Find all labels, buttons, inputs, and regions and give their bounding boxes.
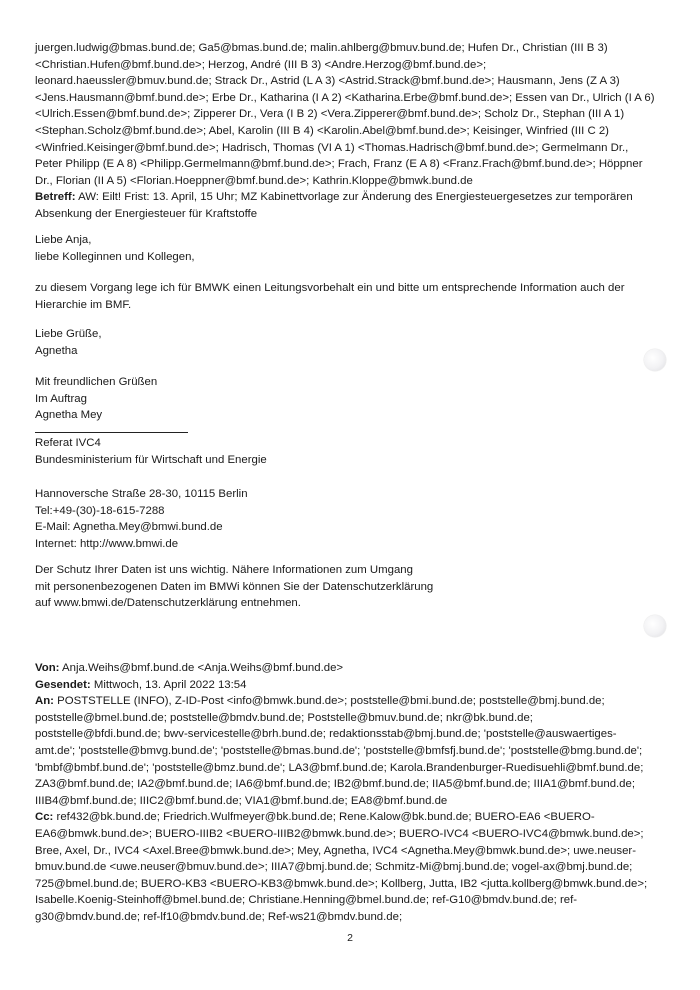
sig-email: E-Mail: Agnetha.Mey@bmwi.bund.de xyxy=(35,521,223,534)
sent-label: Gesendet: xyxy=(35,678,91,691)
sig-name: Agnetha Mey xyxy=(35,409,103,422)
to-label: An: xyxy=(35,695,54,708)
privacy-line-1: Der Schutz Ihrer Daten ist uns wichtig. Nähere Informationen zum Umgang xyxy=(35,564,413,576)
recipients-continuation: juergen.ludwig@bmas.bund.de; Ga5@bmas.bund.de; malin.ahlberg@bmuv.bund.de; Hufen Dr., Christian (III B 3) <Christian.Hufen@bmf.bund.de>; Herzog, André (III B 3) <Andre.Herzog@bmf.bund.de>; leonard.haeussler@bmuv.bund.de; Strack Dr., Astrid (L A 3) <Astrid.Strack@bmf.bund.de>; Hausmann, Jens (Z A 3) <Jens.Hausmann@bmf.bund.de>; Erbe Dr., Katharina (I A 2) <Katharina.Erbe@bmf.bund.de>; Essen van Dr., Ulrich (I A 6) <Ulrich.Essen@bmf.bund.de>; Zipperer Dr., Vera (I B 2) <Vera.Zipperer@bmf.bund.de>; Scholz Dr., Stephan (III A 1) <Stephan.Scholz@bmf.bund.de>; Abel, Karolin (III B 4) <Karolin.Abel@bmf.bund.de>; Keisinger, Winfried (III C 2) <Winfried.Keisinger@bmf.bund.de>; Hadrisch, Thomas (VI A 1) <Thomas.Hadrisch@bmf.bund.de>; Germelmann Dr., Peter Philipp (E A 8) <Philipp.Germelmann@bmf.bund.de>; Frach, Franz (E A 8) <Franz.Frach@bmf.bund.de>; Höppner Dr., Florian (II A 5) <Florian.Hoeppner@bmf.bund.de>; Kathrin.Kloppe@bmwk.bund.de xyxy=(35,42,655,187)
greeting-1: Liebe Anja, xyxy=(35,234,92,246)
closing-2: Agnetha xyxy=(35,344,78,357)
sig-address: Hannoversche Straße 28-30, 10115 Berlin xyxy=(35,488,248,500)
subject-text: AW: Eilt! Frist: 13. April, 15 Uhr; MZ Kabinettvorlage zur Änderung des Energiesteuergesetzes zur temporären Absenkung der Energiesteuer für Kraftstoffe xyxy=(35,191,633,220)
sig-unit: Referat IVC4 xyxy=(35,437,101,449)
from-label: Von: xyxy=(35,662,60,674)
sig-internet: Internet: http://www.bmwi.de xyxy=(35,537,179,550)
signature-greeting xyxy=(35,374,655,424)
subject-label: Betreff: xyxy=(35,191,76,204)
subject-line xyxy=(35,189,655,222)
cc-label: Cc: xyxy=(35,811,54,824)
privacy-line-3: auf www.bmwi.de/Datenschutzerklärung entnehmen. xyxy=(35,597,301,610)
cc-value: ref432@bk.bund.de; Friedrich.Wulfmeyer@bk.bund.de; Rene.Kalow@bk.bund.de; BUERO-EA6 <BUERO-EA6@bmwk.bund.de>; BUERO-IIIB2 <BUERO-IIIB2@bmwk.bund.de>; BUERO-IVC4 <BUERO-IVC4@bmwk.bund.de>; Bree, Axel, Dr., IVC4 <Axel.Bree@bmwk.bund.de>; Mey, Agnetha, IVC4 <Agnetha.Mey@bmwk.bund.de>; uwe.neuser-bmuv.bund.de <uwe.neuser@bmuv.bund.de>; IIIA7@bmj.bund.de; Schmitz-Mi@bmj.bund.de; vogel-ax@bmj.bund.de; 725@bmel.bund.de; BUERO-KB3 <BUERO-KB3@bmwk.bund.de>; Kollberg, Jutta, IB2 <jutta.kollberg@bmwk.bund.de>; Isabelle.Koenig-Steinhoff@bmel.bund.de; Christiane.Henning@bmel.bund.de; ref-G10@bmdv.bund.de; ref-g30@bmdv.bund.de; ref-lf10@bmdv.bund.de; Ref-ws21@bmdv.bund.de; xyxy=(35,811,648,923)
from-line xyxy=(35,660,655,677)
sig-ministry: Bundesministerium für Wirtschaft und Energie xyxy=(35,453,267,466)
message-body xyxy=(35,280,655,313)
sig-tel: Tel:+49-(30)-18-615-7288 xyxy=(35,504,165,517)
punch-hole-bottom xyxy=(644,615,666,637)
to-value: POSTSTELLE (INFO), Z-ID-Post <info@bmwk.bund.de>; poststelle@bmi.bund.de; poststelle@bmj.bund.de; poststelle@bmel.bund.de; poststelle@bmdv.bund.de; Poststelle@bmuv.bund.de; nkr@bk.bund.de; poststelle@bfdi.bund.de; bwv-servicestelle@brh.bund.de; redaktionsstab@bmj.bund.de; 'poststelle@auswaertiges-amt.de'; 'poststelle@bmvg.bund.de'; 'poststelle@bmas.bund.de'; 'poststelle@bmfsfj.bund.de'; 'poststelle@bmg.bund.de'; 'bmbf@bmbf.bund.de'; 'poststelle@bmz.bund.de'; LA3@bmf.bund.de; Karola.Brandenburger-Ruedisuehli@bmf.bund.de; ZA3@bmf.bund.de; IA2@bmf.bund.de; IA6@bmf.bund.de; IB2@bmf.bund.de; IIA5@bmf.bund.de; IIIA1@bmf.bund.de; IIIB4@bmf.bund.de; IIIC2@bmf.bund.de; VIA1@bmf.bund.de; EA8@bmf.bund.de xyxy=(35,695,644,807)
signature-contact xyxy=(35,486,655,552)
signature-unit xyxy=(35,435,655,468)
closing xyxy=(35,326,655,359)
closing-1: Liebe Grüße, xyxy=(35,328,102,340)
sig-greeting: Mit freundlichen Grüßen xyxy=(35,376,158,388)
to-line xyxy=(35,693,655,809)
greeting-2: liebe Kolleginnen und Kollegen, xyxy=(35,250,195,263)
privacy-line-2: mit personenbezogenen Daten im BMWi können Sie der Datenschutzerklärung xyxy=(35,580,434,593)
page-number: 2 xyxy=(347,932,353,944)
email1-header xyxy=(35,40,655,223)
email2-header xyxy=(35,660,655,926)
privacy-notice xyxy=(35,562,655,612)
body-text: zu diesem Vorgang lege ich für BMWK einen Leitungsvorbehalt ein und bitte um entsprechende Information auch der Hierarchie im BMF. xyxy=(35,282,625,311)
salutation xyxy=(35,232,655,265)
cc-line xyxy=(35,809,655,925)
punch-hole-top xyxy=(644,349,666,371)
sent-value: Mittwoch, 13. April 2022 13:54 xyxy=(93,678,247,691)
sig-order: Im Auftrag xyxy=(35,392,87,405)
signature-divider xyxy=(35,432,188,433)
sent-line xyxy=(35,677,655,694)
from-value: Anja.Weihs@bmf.bund.de <Anja.Weihs@bmf.bund.de> xyxy=(62,662,344,674)
